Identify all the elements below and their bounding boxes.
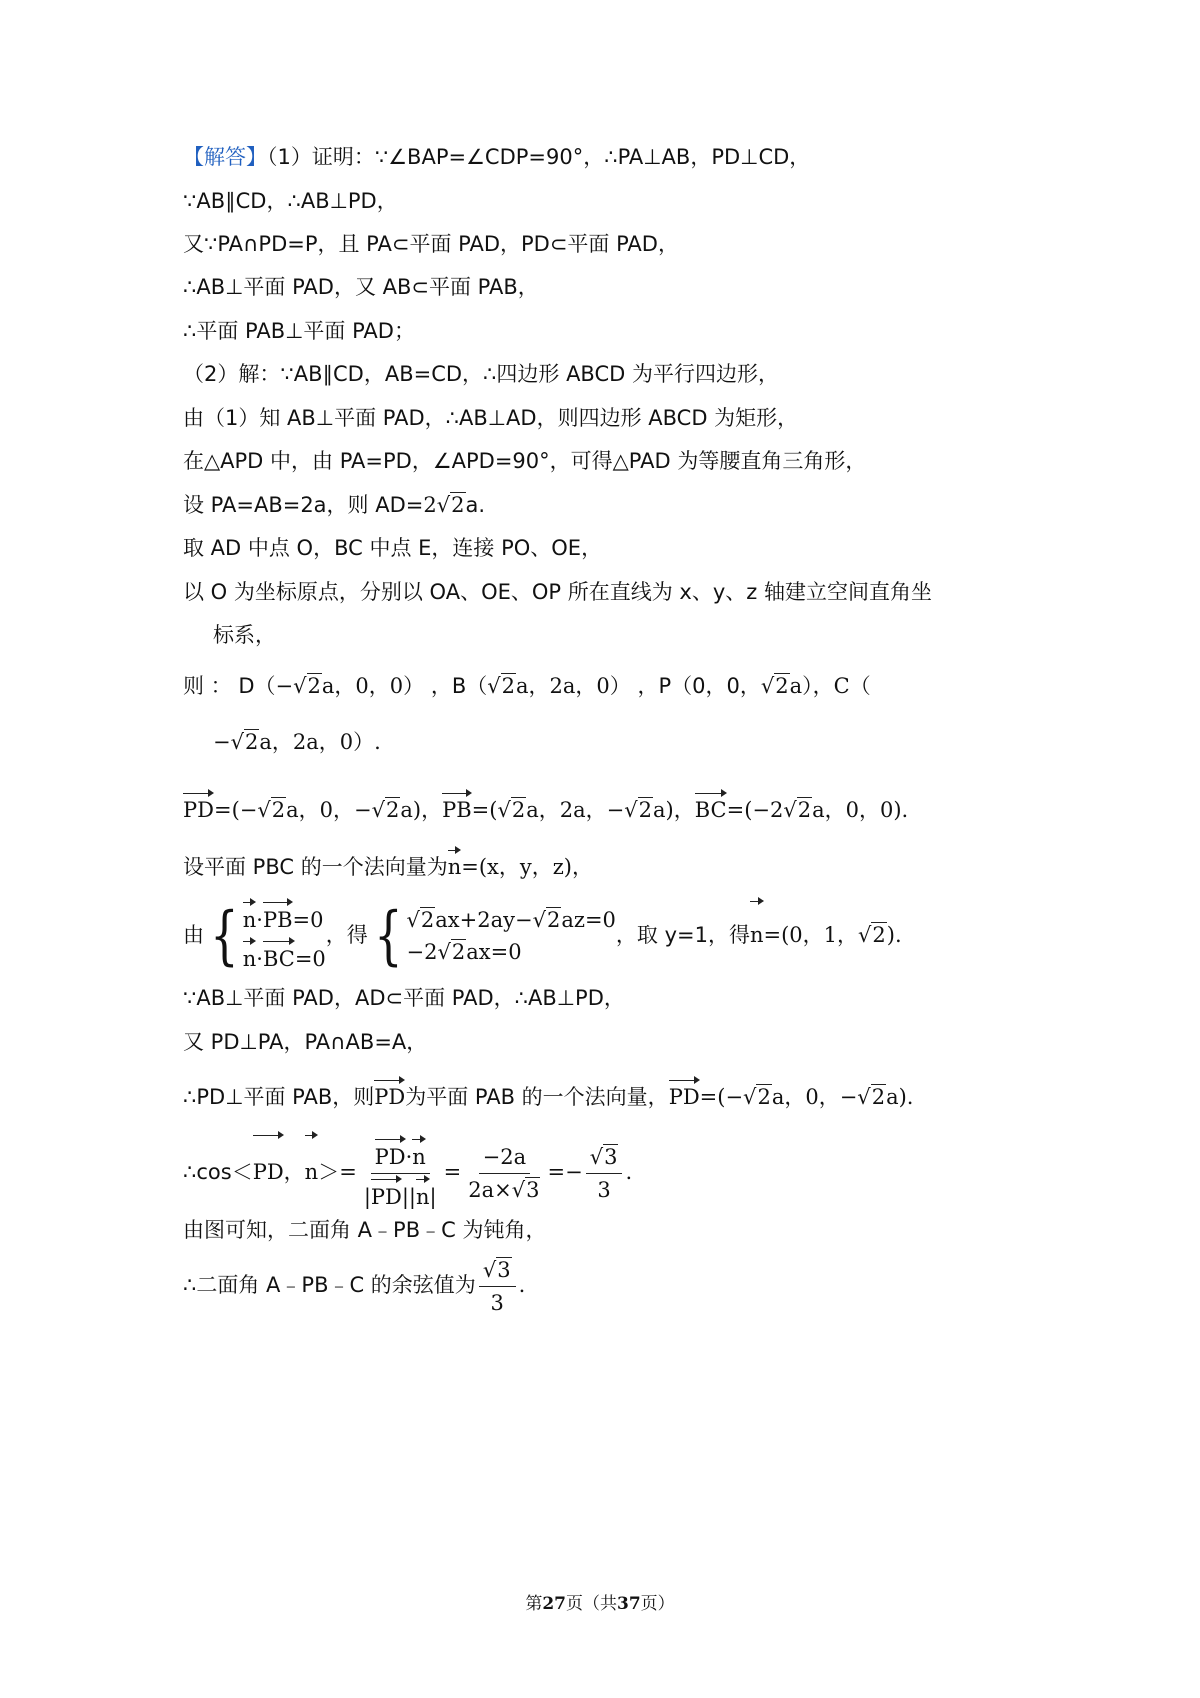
footer-text: 页）: [640, 1594, 675, 1614]
math-tail: =(x，y，z)，: [461, 855, 594, 879]
equation-system-line: [183, 896, 902, 975]
solution-line-11: 以 O 为坐标原点，分别以 OA、OE、OP 所在直线为 x、y、z 轴建立空间直角坐: [183, 580, 932, 604]
text: 为平面 PAB 的一个法向量，: [405, 1085, 669, 1109]
vector-PD: PD: [375, 1134, 406, 1173]
math: a），C（: [789, 674, 871, 698]
fraction-final: $\frac{√3}{3}$: [479, 1254, 516, 1319]
vector-PD: PD: [253, 1130, 284, 1207]
math-equals: =−: [547, 1160, 583, 1184]
math: [448, 855, 593, 879]
fraction-1: $\frac{PD\cdot n}{|PD||n|}$: [360, 1134, 441, 1213]
vector-BC: BC: [695, 788, 727, 825]
fraction-2: $\frac{-2a}{2a\times√3}$: [464, 1141, 544, 1206]
solution-line-8: 在△APD 中，由 PA=PD，∠APD=90°，可得△PAD 为等腰直角三角形，: [183, 449, 867, 473]
vector-PD: PD: [669, 1075, 700, 1112]
math: a，2a，0）: [516, 674, 631, 698]
vector-PB: PB: [442, 788, 472, 825]
vector-PD: PD: [371, 1174, 402, 1213]
text: a.: [465, 493, 486, 517]
solution-line-7: 由（1）知 AB⊥平面 PAD，∴AB⊥AD，则四边形 ABCD 为矩形，: [183, 406, 799, 430]
vector-n: n: [750, 896, 764, 967]
solution-line-10: 取 AD 中点 O，BC 中点 E，连接 PO、OE，: [183, 536, 603, 560]
fraction-3: $\frac{√3}{3}$: [586, 1141, 623, 1206]
text: ∴二面角 A﹣PB﹣C 的余弦值为: [183, 1273, 476, 1297]
vector-PD: PD: [183, 788, 214, 825]
vector-PD: PD: [374, 1075, 405, 1112]
vector-line: PD=(−√2a，0，−√2a)，PB=(√2a，2a，−√2a)，BC=(−2√2a，0，0).: [183, 788, 908, 825]
text: ∴cos＜: [183, 1160, 253, 1184]
solution-line-20: 又 PD⊥PA，PA∩AB=A，: [183, 1030, 428, 1054]
solution-line-6: （2）解：∵AB∥CD，AB=CD，∴四边形 ABCD 为平行四边形，: [183, 362, 779, 386]
math-coef: 2: [423, 493, 437, 517]
math: √2: [487, 674, 516, 698]
solution-line-9: [183, 490, 485, 520]
vector-n: n: [305, 1130, 319, 1207]
text: ∴PD⊥平面 PAB，则: [183, 1085, 375, 1109]
text: 由: [183, 923, 204, 947]
page-footer: [0, 1589, 1200, 1614]
vector-n: n: [448, 845, 462, 882]
text: ，取 y=1，得: [615, 923, 750, 947]
numerator: −2a: [479, 1141, 530, 1174]
vector-n: n: [243, 897, 257, 936]
solution-line-16: [183, 845, 593, 882]
page-number: 27: [542, 1594, 566, 1614]
total-pages: 37: [617, 1594, 641, 1614]
solution-line-1: [183, 142, 810, 172]
text: 则 ： D（: [183, 674, 276, 698]
text: 设 PA=AB=2a，则 AD=: [183, 493, 424, 517]
footer-text: 第: [525, 1594, 543, 1614]
math: −√2: [213, 730, 259, 754]
vector-n: n: [416, 1174, 430, 1213]
math-equals: ＞=: [318, 1160, 357, 1184]
solution-line-23: 由图可知，二面角 A﹣PB﹣C 为钝角，: [183, 1218, 547, 1242]
math: $\frac{√3}{3}$ .: [476, 1273, 525, 1297]
math: PD=(−√2a，0，−√2a).: [669, 1085, 914, 1109]
vector-n: n: [412, 1134, 426, 1173]
solution-line-24: [183, 1250, 525, 1320]
solution-line-12: 标系，: [213, 623, 276, 647]
math: a，0，0）: [321, 674, 425, 698]
vector-BC: BC: [263, 936, 295, 975]
solution-line-4: ∴AB⊥平面 PAD，又 AB⊂平面 PAB，: [183, 275, 539, 299]
solution-line-3: 又∵PA∩PD=P，且 PA⊂平面 PAD，PD⊂平面 PAD，: [183, 232, 679, 256]
system-2: { √2ax+2ay−√2az=0 −2√2ax=0: [373, 899, 616, 973]
math: a，2a，0）.: [259, 730, 381, 754]
math: n=(0，1，√2).: [750, 923, 902, 947]
text: （1）证明：∵∠BAP=∠CDP=90°，∴PA⊥AB，PD⊥CD，: [267, 145, 811, 169]
footer-text: 页（共: [566, 1594, 617, 1614]
math: √2: [760, 674, 789, 698]
solution-line-13: [183, 671, 871, 701]
math: −√2: [275, 674, 321, 698]
sqrt-2: √2: [436, 493, 465, 517]
text: 设平面 PBC 的一个法向量为: [183, 855, 448, 879]
answer-heading: 【解答】: [183, 145, 267, 169]
denominator-text: 2a×: [468, 1178, 512, 1202]
vector-PB: PB: [263, 897, 293, 936]
vector-n: n: [243, 936, 257, 975]
solution-line-2: ∵AB∥CD，∴AB⊥PD，: [183, 189, 398, 213]
text: ，B（: [430, 674, 488, 698]
math: PD，n＞= $\frac{PD\cdot n}{|PD||n|}$ = $\frac{-2a}{2a\times√3}$ =− $\frac{√3}{3}$ .: [253, 1160, 632, 1184]
system-1: { n·PB=0 n·BC=0: [210, 899, 326, 973]
solution-line-21: [183, 1075, 913, 1112]
text: ，P（0，0，: [637, 674, 761, 698]
solution-line-19: ∵AB⊥平面 PAD，AD⊂平面 PAD，∴AB⊥PD，: [183, 986, 625, 1010]
solution-line-5: ∴平面 PAB⊥平面 PAD；: [183, 319, 415, 343]
cosine-line: [183, 1130, 632, 1213]
solution-line-14: [213, 727, 381, 757]
math-tail: =(0，1，: [763, 923, 859, 947]
math-comma: ，: [283, 1160, 305, 1184]
text: ，得: [325, 923, 368, 947]
